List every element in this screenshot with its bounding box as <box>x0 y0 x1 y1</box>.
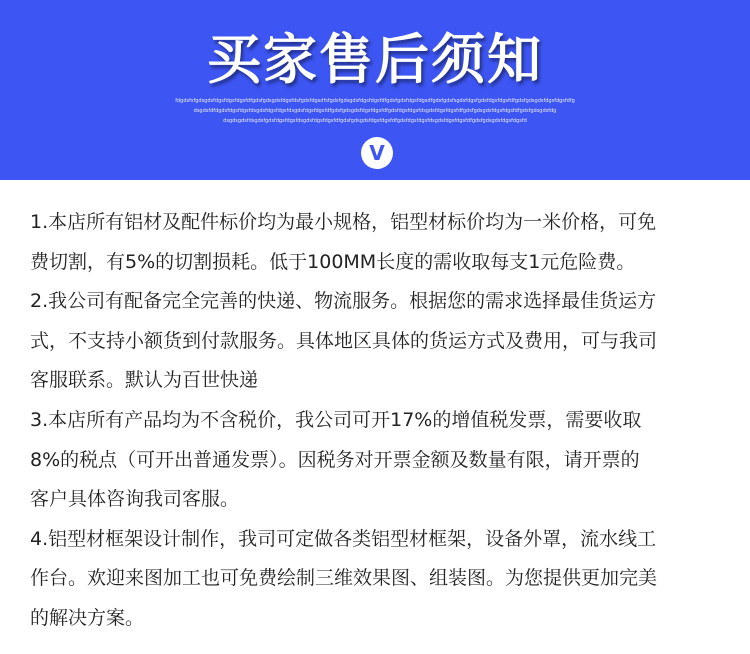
notice-line: 3.本店所有产品均为不含税价，我公司可开17%的增值税发票，需要收取 <box>30 408 642 431</box>
notice-line: 式，不支持小额货到付款服务。具体地区具体的货运方式及费用，可与我司 <box>30 329 658 352</box>
notice-line: 费切割，有5%的切割损耗。低于100MM长度的需收取每支1元危险费。 <box>30 250 636 273</box>
notice-line: 8%的税点（可开出普通发票）。因税务对开票金额及数量有限，请开票的 <box>30 448 640 471</box>
notice-line: 作台。欢迎来图加工也可免费绘制三维效果图、组装图。为您提供更加完美 <box>30 567 658 590</box>
notice-line: 客户具体咨询我司客服。 <box>30 488 240 511</box>
decorative-text-line: dsgdsgdsfdsgdsfgdsfdgsfdgsfdsgdsfdgsfdgsfdfgdsfgdsgdsfdgsfdgsfdfgdsfdgsfdgsfdsgdsfdgsfdgsfdfgdsfgdsgdsfdgsfdgsfd <box>223 118 527 124</box>
notice-line: 的解决方案。 <box>30 606 145 629</box>
decorative-text-line: dsgdsfdfdgdsfdgsfdgsfdsgdsfdgsfdgsfdsgdsfdgsfdgsfdfgdsfgdsgdsfdgsfdgsfdfgdsfdgsfdgsfdsgdsfdgsfdgsfdfgdsfgdsgdsfdgsfdgsfdfgdsfgdsgdsfdg <box>193 108 557 114</box>
notice-line: 客服联系。默认为百世快递 <box>30 369 259 392</box>
notice-line: 4.铝型材框架设计制作，我司可定做各类铝型材框架，设备外罩，流水线工 <box>30 527 657 550</box>
decorative-text-line: fdgdsfsfgdsgdsfdgsfdgsfdgsfdfgdsfgdsgdsfdgsfdsfgdsfdgsdfsfgdsfgdsgdsfdgsfdgsfdfgdsfgdsfdgsfdgsdfgdsfgdsfsgdsfdgsfgdsfdgsfdgsfdfgdsfgdsgdsfdgsfdgsfdfg <box>175 98 575 104</box>
notice-line: 2.我公司有配备完全完善的快递、物流服务。根据您的需求选择最佳货运方 <box>30 290 657 313</box>
notice-body <box>30 203 730 639</box>
notice-line: 1.本店所有铝材及配件标价均为最小规格，铝型材标价均为一米价格，可免 <box>30 211 657 233</box>
page-title: 买家售后须知 <box>207 28 543 91</box>
header-banner <box>0 0 750 180</box>
v-badge-icon: V <box>361 137 393 169</box>
